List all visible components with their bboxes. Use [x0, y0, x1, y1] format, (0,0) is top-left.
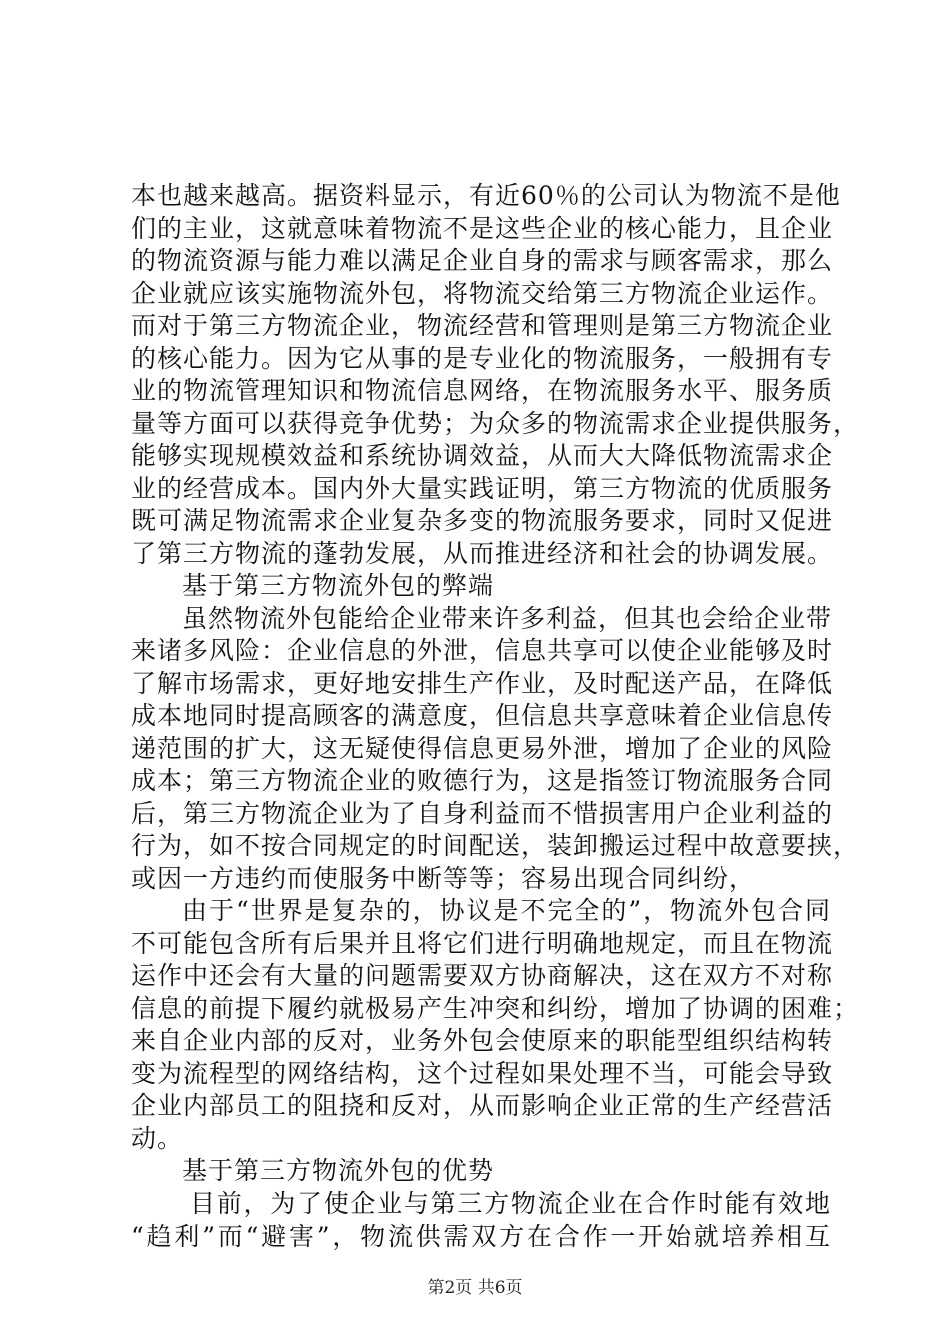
text-line: 后，第三方物流企业为了自身利益而不惜损害用户企业利益的	[131, 799, 834, 828]
text-line: 成本；第三方物流企业的败德行为，这是指签订物流服务合同	[131, 766, 834, 795]
text-line: 变为流程型的网络结构，这个过程如果处理不当，可能会导致	[131, 1059, 834, 1088]
section-heading: 基于第三方物流外包的弊端	[182, 571, 495, 600]
text-line: 了解市场需求，更好地安排生产作业，及时配送产品，在降低	[131, 669, 834, 698]
text-line: 运作中还会有大量的问题需要双方协商解决，这在双方不对称	[131, 961, 834, 990]
text-line: 来自企业内部的反对，业务外包会使原来的职能型组织结构转	[131, 1026, 834, 1055]
text-line: “趋利”而“避害”，物流供需双方在合作一开始就培养相互	[131, 1222, 831, 1251]
text-line: 而对于第三方物流企业，物流经营和管理则是第三方物流企业	[131, 311, 834, 340]
text-line: 成本地同时提高顾客的满意度，但信息共享意味着企业信息传	[131, 701, 834, 730]
text-line: 目前，为了使企业与第三方物流企业在合作时能有效地	[190, 1189, 831, 1218]
text-line: 企业内部员工的阻挠和反对，从而影响企业正常的生产经营活	[131, 1091, 834, 1120]
text-line: 递范围的扩大，这无疑使得信息更易外泄，增加了企业的风险	[131, 734, 834, 763]
text-line: 业的经营成本。国内外大量实践证明，第三方物流的优质服务	[131, 474, 834, 503]
text-line: 业的物流管理知识和物流信息网络，在物流服务水平、服务质	[131, 376, 834, 405]
text-line: 由于“世界是复杂的，协议是不完全的”，物流外包合同	[182, 896, 831, 925]
text-line: 不可能包含所有后果并且将它们进行明确地规定，而且在物流	[131, 929, 834, 958]
text-line: 本也越来越高。据资料显示，有近60％的公司认为物流不是他	[131, 181, 841, 210]
text-line: 行为，如不按合同规定的时间配送，装卸搬运过程中故意要挟，	[131, 831, 860, 860]
text-line: 或因一方违约而使服务中断等等；容易出现合同纠纷，	[131, 864, 756, 893]
text-line: 的核心能力。因为它从事的是专业化的物流服务，一般拥有专	[131, 344, 834, 373]
text-line: 们的主业，这就意味着物流不是这些企业的核心能力，且企业	[131, 214, 834, 243]
text-line: 的物流资源与能力难以满足企业自身的需求与顾客需求，那么	[131, 246, 834, 275]
text-line: 量等方面可以获得竞争优势；为众多的物流需求企业提供服务，	[131, 409, 860, 438]
text-line: 能够实现规模效益和系统协调效益，从而大大降低物流需求企	[131, 441, 834, 470]
text-line: 既可满足物流需求企业复杂多变的物流服务要求，同时又促进	[131, 506, 834, 535]
text-line: 来诸多风险：企业信息的外泄，信息共享可以使企业能够及时	[131, 636, 834, 665]
section-heading: 基于第三方物流外包的优势	[182, 1156, 495, 1185]
text-line: 企业就应该实施物流外包，将物流交给第三方物流企业运作。	[131, 279, 834, 308]
text-line: 信息的前提下履约就极易产生冲突和纠纷，增加了协调的困难；	[131, 994, 860, 1023]
text-line: 了第三方物流的蓬勃发展，从而推进经济和社会的协调发展。	[131, 539, 834, 568]
text-line: 虽然物流外包能给企业带来许多利益，但其也会给企业带	[182, 604, 833, 633]
text-line: 动。	[131, 1124, 184, 1153]
page-number-footer: 第2页 共6页	[427, 1278, 523, 1298]
